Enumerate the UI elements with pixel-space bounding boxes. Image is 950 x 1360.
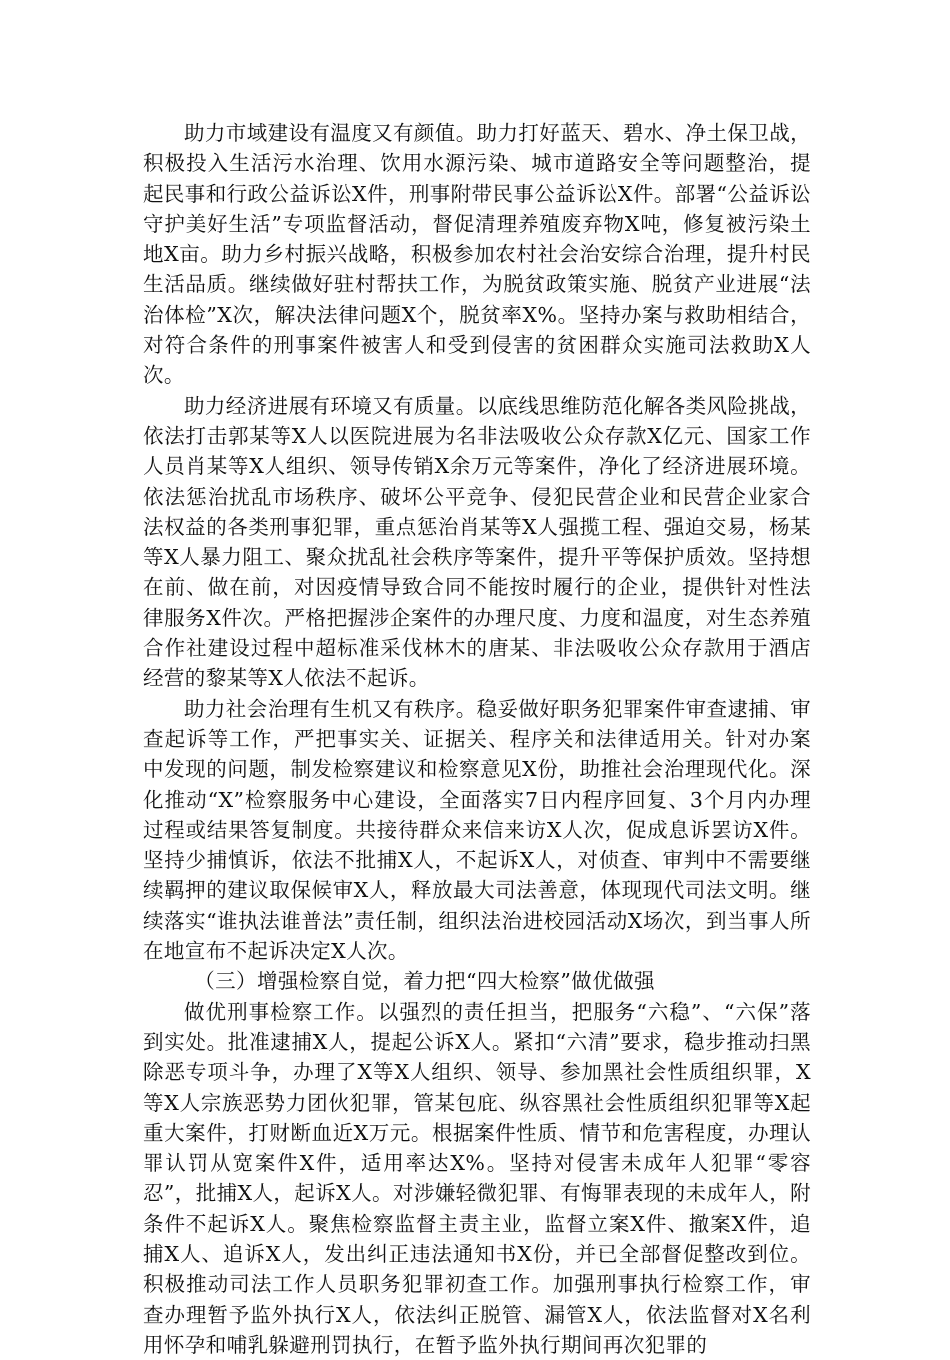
document-body: [143, 118, 811, 1360]
section-heading: （三）增强检察自觉，着力把“四大检察”做优做强: [194, 969, 655, 994]
paragraph-economic-development: 助力经济进展有环境又有质量。以底线思维防范化解各类风险挑战，依法打击郭某等X人以医院进展为名非法吸收公众存款X亿元、国家工作人员肖某等X人组织、领导传销X余万元等案件，净化了经济进展环境。依法惩治扰乱市场秩序、破坏公平竞争、侵犯民营企业和民营企业家合法权益的各类刑事犯罪，重点惩治肖某等X人强揽工程、强迫交易，杨某等X人暴力阻工、聚众扰乱社会秩序等案件，提升平等保护质效。坚持想在前、做在前，对因疫情导致合同不能按时履行的企业，提供针对性法律服务X件次。严格把握涉企案件的办理尺度、力度和温度，对生态养殖合作社建设过程中超标准采伐林木的唐某、非法吸收公众存款用于酒店经营的黎某等X人依法不起诉。: [143, 393, 811, 691]
paragraph-criminal-procuratorial: 做优刑事检察工作。以强烈的责任担当，把服务“六稳”、“六保”落到实处。批准逮捕X人，提起公诉X人。紧扣“六清”要求，稳步推动扫黑除恶专项斗争，办理了X等X人组织、领导、参加黑社会性质组织罪，X等X人宗族恶势力团伙犯罪，管某包庇、纵容黑社会性质组织犯罪等X起重大案件，打财断血近X万元。根据案件性质、情节和危害程度，办理认罪认罚从宽案件X件，适用率达X%。坚持对侵害未成年人犯罪“零容忍”，批捕X人，起诉X人。对涉嫌轻微犯罪、有悔罪表现的未成年人，附条件不起诉X人。聚焦检察监督主责主业，监督立案X件、撤案X件，追捕X人、追诉X人，发出纠正违法通知书X份，并已全部督促整改到位。积极推动司法工作人员职务犯罪初查工作。加强刑事执行检察工作，审查办理暂予监外执行X人，依法纠正脱管、漏管X人，依法监督对X名利用怀孕和哺乳躲避刑罚执行，在暂予监外执行期间再次犯罪的: [143, 999, 811, 1357]
paragraph-urban-construction: 助力市域建设有温度又有颜值。助力打好蓝天、碧水、净土保卫战，积极投入生活污水治理、饮用水源污染、城市道路安全等问题整治，提起民事和行政公益诉讼X件，刑事附带民事公益诉讼X件。部署“公益诉讼守护美好生活”专项监督活动，督促清理养殖废弃物X吨，修复被污染土地X亩。助力乡村振兴战略，积极参加农村社会治安综合治理，提升村民生活品质。继续做好驻村帮扶工作，为脱贫政策实施、脱贫产业进展“法治体检”X次，解决法律问题X个，脱贫率X%。坚持办案与救助相结合，对符合条件的刑事案件被害人和受到侵害的贫困群众实施司法救助X人次。: [143, 121, 811, 388]
paragraph-social-governance: 助力社会治理有生机又有秩序。稳妥做好职务犯罪案件审查逮捕、审查起诉等工作，严把事实关、证据关、程序关和法律适用关。针对办案中发现的问题，制发检察建议和检察意见X份，助推社会治理现代化。深化推动“X”检察服务中心建设，全面落实7日内程序回复、3个月内办理过程或结果答复制度。共接待群众来信来访X人次，促成息诉罢访X件。坚持少捕慎诉，依法不批捕X人，不起诉X人，对侦查、审判中不需要继续羁押的建议取保候审X人，释放最大司法善意，体现现代司法文明。继续落实“谁执法谁普法”责任制，组织法治进校园活动X场次，到当事人所在地宣布不起诉决定X人次。: [143, 696, 811, 964]
